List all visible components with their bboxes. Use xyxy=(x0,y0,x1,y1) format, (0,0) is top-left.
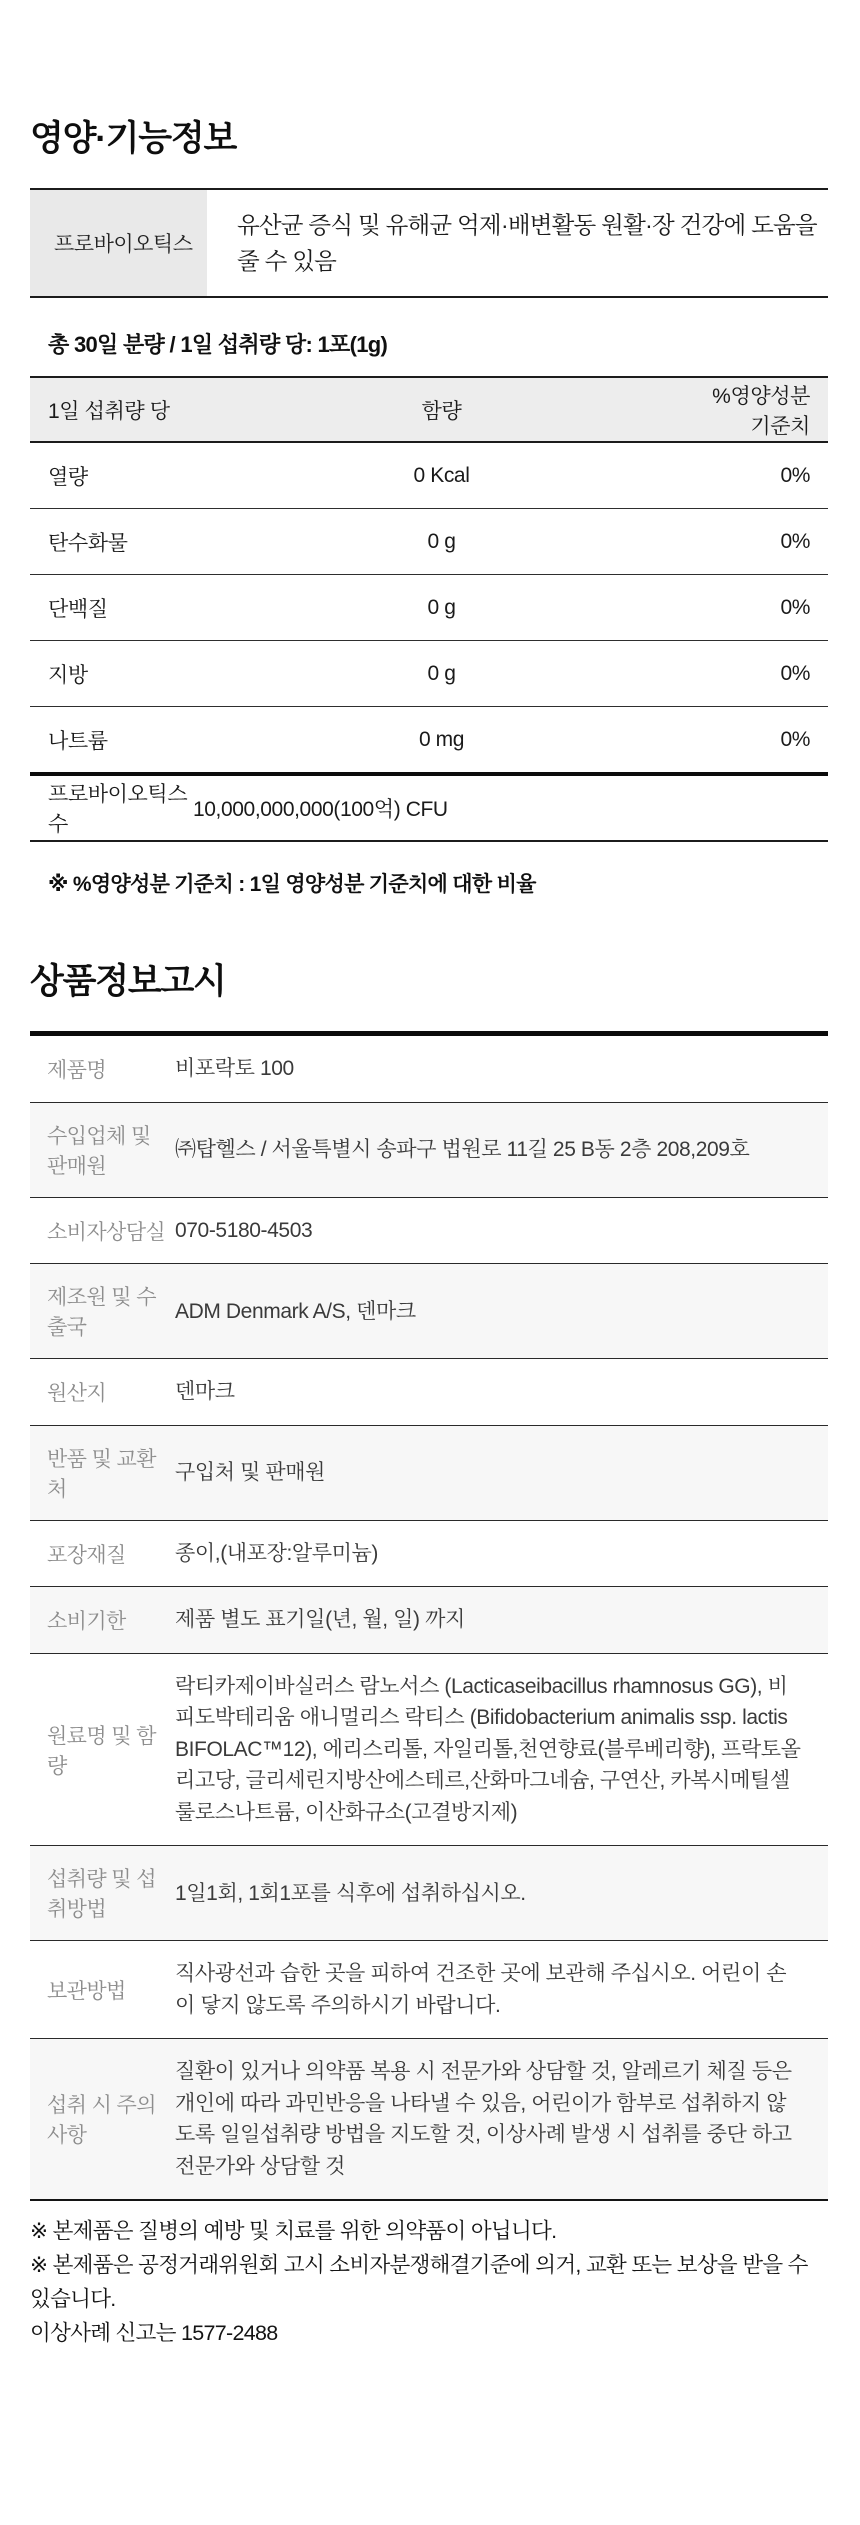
nutrient-percent: 0% xyxy=(780,595,810,619)
info-row-packaging xyxy=(30,1521,828,1588)
info-value: 종이,(내포장:알루미늄) xyxy=(175,1541,379,1565)
nutrient-amount: 0 g xyxy=(427,661,456,685)
info-row-ingredients xyxy=(30,1654,828,1847)
info-label: 소비자상담실 xyxy=(47,1220,166,1244)
nutrition-table-header xyxy=(30,376,828,443)
info-label: 소비기한 xyxy=(47,1610,126,1634)
nutrition-section-title: 영양·기능정보 xyxy=(30,119,237,159)
nutrient-amount: 0 g xyxy=(427,595,456,619)
info-row-expiry xyxy=(30,1587,828,1654)
info-label: 보관방법 xyxy=(47,1979,126,2003)
info-value: 1일1회, 1회1포를 식후에 섭취하십시오. xyxy=(175,1881,526,1905)
nutrition-row-sodium xyxy=(30,707,828,772)
nutrition-row-probiotics-count xyxy=(30,772,828,842)
info-label: 원산지 xyxy=(47,1382,107,1406)
nutrient-amount: 0 g xyxy=(427,529,456,553)
nutrient-label: 단백질 xyxy=(48,597,108,621)
info-value: 070-5180-4503 xyxy=(175,1218,313,1242)
info-value: 제품 별도 표기일(년, 월, 일) 까지 xyxy=(175,1608,465,1632)
nutrition-footnote: ※ %영양성분 기준치 : 1일 영양성분 기준치에 대한 비율 xyxy=(48,873,536,897)
nutrient-percent: 0% xyxy=(780,529,810,553)
info-label: 제조원 및 수출국 xyxy=(47,1286,156,1340)
nutrition-header-daily-value: %영양성분 기준치 xyxy=(712,384,810,438)
functional-claim-description: 유산균 증식 및 유해균 억제·배변활동 원활·장 건강에 도움을 줄 수 있음 xyxy=(237,212,817,275)
nutrition-row-protein xyxy=(30,575,828,641)
product-section-title: 상품정보고시 xyxy=(30,962,226,1002)
footer-note-compensation: ※ 본제품은 공정거래위원회 고시 소비자분쟁해결기준에 의거, 교환 또는 보상을 받을 수 있습니다. xyxy=(30,2253,808,2312)
footer-note-report-number: 이상사례 신고는 1577-2488 xyxy=(30,2321,278,2346)
nutrient-label: 지방 xyxy=(48,663,88,687)
nutrient-percent: 0% xyxy=(780,463,810,487)
nutrition-table xyxy=(30,376,828,842)
info-row-precautions xyxy=(30,2039,828,2199)
nutrient-amount: 10,000,000,000(100억) CFU xyxy=(193,798,448,822)
info-label: 포장재질 xyxy=(47,1543,126,1567)
footer-notes xyxy=(30,2214,828,2350)
nutrition-header-per-serving: 1일 섭취량 당 xyxy=(48,399,170,423)
info-row-importer xyxy=(30,1103,828,1198)
info-value: 덴마크 xyxy=(175,1380,235,1404)
info-label: 섭취량 및 섭취방법 xyxy=(47,1868,156,1922)
nutrient-label: 탄수화물 xyxy=(48,531,128,555)
info-row-manufacturer xyxy=(30,1264,828,1359)
nutrient-amount: 0 Kcal xyxy=(413,463,470,487)
info-value: ㈜탑헬스 / 서울특별시 송파구 법원로 11길 25 B동 2층 208,209호 xyxy=(175,1138,750,1162)
product-info-table xyxy=(30,1031,828,2201)
info-row-intake-method xyxy=(30,1846,828,1941)
info-value: 구입처 및 판매원 xyxy=(175,1461,326,1485)
info-row-storage xyxy=(30,1941,828,2039)
info-label: 원료명 및 함량 xyxy=(47,1724,156,1778)
info-value: 직사광선과 습한 곳을 피하여 건조한 곳에 보관해 주십시오. 어린이 손이 닿지 않도록 주의하시기 바랍니다. xyxy=(175,1962,787,2017)
info-row-return-exchange xyxy=(30,1426,828,1521)
info-label: 섭취 시 주의사항 xyxy=(47,2094,156,2148)
functional-ingredient-name: 프로바이오틱스 xyxy=(30,190,207,296)
nutrient-label: 열량 xyxy=(48,465,88,489)
info-label: 제품명 xyxy=(47,1059,107,1083)
nutrient-percent: 0% xyxy=(780,727,810,751)
info-row-origin xyxy=(30,1359,828,1426)
serving-info: 총 30일 분량 / 1일 섭취량 당: 1포(1g) xyxy=(48,332,388,358)
info-value: 락티카제이바실러스 람노서스 (Lacticaseibacillus rhamnosus GG), 비피도박테리움 애니멀리스 락티스 (Bifidobacterium animalis ssp. lactis BIFOLAC™12), 에리스리톨, 자일리톨,천연향료(블루베리향), 프락토올리고당, 글리세린지방산에스테르,산화마그네슘, 구연산, 카복시메틸셀룰로스나트륨, 이산화규소(고결방지제) xyxy=(175,1674,801,1824)
functional-claim-box xyxy=(30,188,828,298)
info-value: ADM Denmark A/S, 덴마크 xyxy=(175,1299,416,1323)
info-row-product-name xyxy=(30,1036,828,1103)
info-value: 질환이 있거나 의약품 복용 시 전문가와 상담할 것, 알레르기 체질 등은 개인에 따라 과민반응을 나타낼 수 있음, 어린이가 함부로 섭취하지 않도록 일일섭취량 방법을 지도할 것, 이상사례 발생 시 섭취를 중단 하고 전문가와 상담할 것 xyxy=(175,2060,792,2178)
info-value: 비포락토 100 xyxy=(175,1057,294,1081)
nutrition-header-amount: 함량 xyxy=(421,399,462,423)
nutrient-label: 나트륨 xyxy=(48,729,108,753)
nutrition-row-carbohydrate xyxy=(30,509,828,575)
info-label: 수입업체 및 판매원 xyxy=(47,1124,151,1178)
nutrient-percent: 0% xyxy=(780,661,810,685)
product-info-page xyxy=(0,23,860,2350)
info-label: 반품 및 교환처 xyxy=(47,1447,156,1501)
info-row-consumer-center xyxy=(30,1198,828,1265)
nutrition-row-fat xyxy=(30,641,828,707)
footer-note-not-medicine: ※ 본제품은 질병의 예방 및 치료를 위한 의약품이 아닙니다. xyxy=(30,2219,557,2244)
nutrient-amount: 0 mg xyxy=(418,727,465,751)
nutrient-label: 프로바이오틱스 수 xyxy=(48,783,188,837)
nutrition-row-calories xyxy=(30,443,828,509)
